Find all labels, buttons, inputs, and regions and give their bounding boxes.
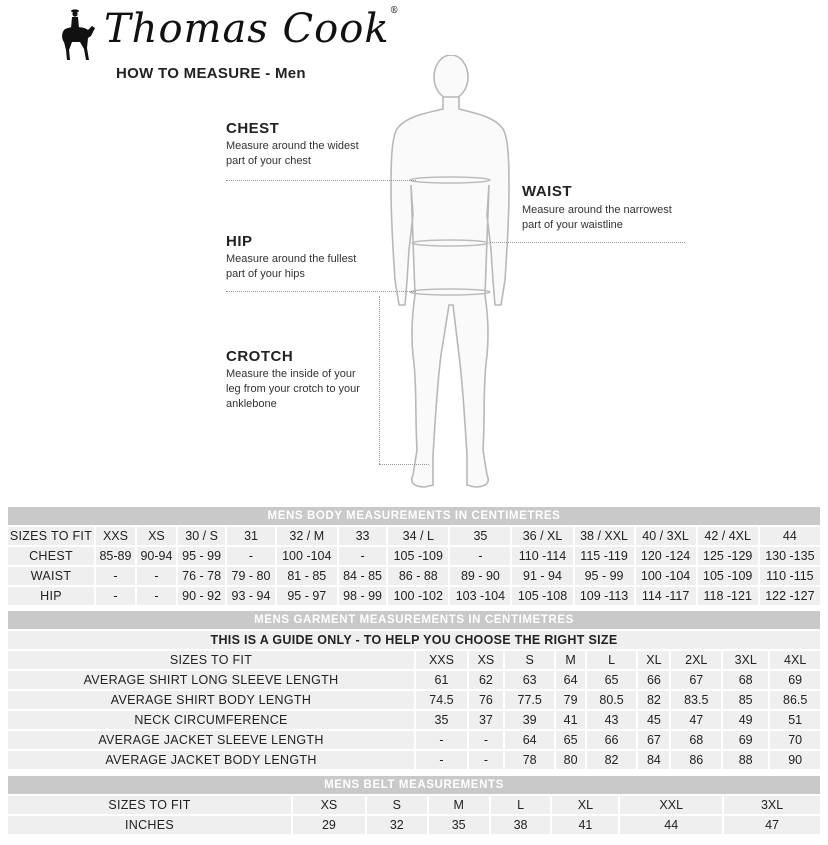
table-cell: 86 - 88	[388, 567, 448, 585]
table-cell: 61	[416, 671, 467, 689]
table-cell: XXL	[620, 796, 722, 814]
table-cell: 38	[491, 816, 551, 834]
garment-measurements-table	[6, 609, 822, 771]
table-cell: 64	[505, 731, 555, 749]
table-cell: XXS	[96, 527, 135, 545]
table-cell: 89 - 90	[450, 567, 510, 585]
waist-description: Measure around the narrowest part of your waistline	[522, 204, 672, 231]
table-cell: 35	[416, 711, 467, 729]
table-cell: 49	[723, 711, 768, 729]
waist-title: WAIST	[522, 183, 572, 200]
chest-guide-line	[226, 180, 416, 181]
hip-guide-line	[226, 291, 416, 292]
table-cell: 110 -114	[512, 547, 572, 565]
table-cell: M	[429, 796, 489, 814]
table-cell: 120 -124	[636, 547, 696, 565]
table-cell: 76 - 78	[178, 567, 225, 585]
table-cell: 70	[770, 731, 820, 749]
table-row	[8, 796, 820, 814]
table-cell: 100 -102	[388, 587, 448, 605]
table-cell: 105 -109	[698, 567, 758, 585]
table-cell: 122 -127	[760, 587, 820, 605]
row-label: AVERAGE SHIRT LONG SLEEVE LENGTH	[8, 671, 414, 689]
table-cell: 39	[505, 711, 555, 729]
table-cell: 3XL	[723, 651, 768, 669]
garment-band: MENS GARMENT MEASUREMENTS IN CENTIMETRES	[8, 611, 820, 629]
table-row	[8, 691, 820, 709]
table-row	[8, 751, 820, 769]
crotch-description: Measure the inside of your leg from your crotch to your anklebone	[226, 368, 360, 410]
table-cell: 105 -109	[388, 547, 448, 565]
table-cell: 64	[556, 671, 584, 689]
row-label: SIZES TO FIT	[8, 796, 291, 814]
table-cell: M	[556, 651, 584, 669]
table-cell: 45	[638, 711, 669, 729]
table-cell: 69	[770, 671, 820, 689]
table-cell: 110 -115	[760, 567, 820, 585]
table-cell: 44	[760, 527, 820, 545]
table-cell: 81 - 85	[277, 567, 337, 585]
table-cell: 47	[671, 711, 721, 729]
table-cell: -	[416, 751, 467, 769]
table-cell: 83.5	[671, 691, 721, 709]
table-cell: 4XL	[770, 651, 820, 669]
table-row	[8, 587, 820, 605]
table-cell: 68	[723, 671, 768, 689]
body-measurements-table	[6, 505, 822, 607]
table-cell: 36 / XL	[512, 527, 572, 545]
crotch-guide-base	[379, 464, 429, 465]
horse-rider-icon	[58, 6, 96, 67]
row-label: SIZES TO FIT	[9, 529, 93, 543]
table-cell: 69	[723, 731, 768, 749]
table-cell: 84	[638, 751, 669, 769]
table-cell: 47	[724, 816, 820, 834]
table-row	[8, 731, 820, 749]
table-row	[8, 711, 820, 729]
table-cell: -	[416, 731, 467, 749]
table-cell: 91 - 94	[512, 567, 572, 585]
table-cell: 82	[587, 751, 637, 769]
table-cell: 3XL	[724, 796, 820, 814]
table-cell: -	[96, 567, 135, 585]
table-cell: 100 -104	[277, 547, 337, 565]
table-row	[8, 567, 820, 585]
table-cell: XXS	[416, 651, 467, 669]
crotch-title: CROTCH	[226, 348, 294, 365]
table-cell: 115 -119	[575, 547, 634, 565]
table-cell: 29	[293, 816, 365, 834]
table-row	[8, 547, 820, 565]
table-cell: 63	[505, 671, 555, 689]
row-label: HIP	[8, 587, 94, 605]
table-cell: 43	[587, 711, 637, 729]
table-cell: -	[469, 731, 503, 749]
table-cell: 79 - 80	[227, 567, 274, 585]
table-cell: 109 -113	[575, 587, 634, 605]
hip-description: Measure around the fullest part of your hips	[226, 253, 357, 280]
row-label: INCHES	[8, 816, 291, 834]
table-cell: 130 -135	[760, 547, 820, 565]
table-cell: -	[96, 587, 135, 605]
table-cell: 68	[671, 731, 721, 749]
table-cell: 95 - 99	[575, 567, 634, 585]
table-cell: XL	[552, 796, 618, 814]
belt-measurements-table	[6, 774, 822, 836]
table-cell: 84 - 85	[339, 567, 386, 585]
table-cell: 76	[469, 691, 503, 709]
waist-guide-line	[490, 242, 685, 243]
table-row	[8, 671, 820, 689]
table-cell: 114 -117	[636, 587, 696, 605]
table-cell: 34 / L	[388, 527, 448, 545]
table-cell: 80.5	[587, 691, 637, 709]
table-cell: 41	[556, 711, 584, 729]
table-cell: 78	[505, 751, 555, 769]
table-cell: S	[367, 796, 427, 814]
table-cell: 100 -104	[636, 567, 696, 585]
table-cell: 95 - 99	[178, 547, 225, 565]
row-label: NECK CIRCUMFERENCE	[8, 711, 414, 729]
table-cell: 51	[770, 711, 820, 729]
table-cell: 33	[339, 527, 386, 545]
table-cell: 66	[638, 671, 669, 689]
row-label: AVERAGE JACKET SLEEVE LENGTH	[8, 731, 414, 749]
table-row	[8, 816, 820, 834]
body-figure	[385, 55, 520, 500]
table-cell: S	[505, 651, 555, 669]
table-cell: 86.5	[770, 691, 820, 709]
row-label: AVERAGE JACKET BODY LENGTH	[8, 751, 414, 769]
table-cell: 35	[429, 816, 489, 834]
table-cell: XS	[137, 527, 176, 545]
table-cell: 32	[367, 816, 427, 834]
table-cell: 44	[620, 816, 722, 834]
table-cell: XS	[293, 796, 365, 814]
table-cell: 98 - 99	[339, 587, 386, 605]
table-cell: -	[339, 547, 386, 565]
table-cell: XS	[469, 651, 503, 669]
table-cell: 90 - 92	[178, 587, 225, 605]
table-cell: 65	[587, 671, 637, 689]
table-cell: L	[587, 651, 637, 669]
table-cell: 90	[770, 751, 820, 769]
table-cell: 62	[469, 671, 503, 689]
table-cell: 118 -121	[698, 587, 758, 605]
table-cell: 74.5	[416, 691, 467, 709]
table-row	[8, 527, 820, 545]
table-cell: 77.5	[505, 691, 555, 709]
body-band: MENS BODY MEASUREMENTS IN CENTIMETRES	[8, 507, 820, 525]
table-cell: 66	[587, 731, 637, 749]
chest-description: Measure around the widest part of your chest	[226, 140, 359, 167]
table-cell: -	[137, 567, 176, 585]
table-cell: 90-94	[137, 547, 176, 565]
table-cell: 32 / M	[277, 527, 337, 545]
table-cell: 37	[469, 711, 503, 729]
table-cell: 30 / S	[178, 527, 225, 545]
table-cell: -	[469, 751, 503, 769]
table-cell: 125 -129	[698, 547, 758, 565]
table-cell: 93 - 94	[227, 587, 274, 605]
table-cell: 85	[723, 691, 768, 709]
brand-logo: Thomas Cook®	[104, 6, 400, 52]
table-cell: -	[137, 587, 176, 605]
table-cell: 65	[556, 731, 584, 749]
table-cell: 41	[552, 816, 618, 834]
row-label: AVERAGE SHIRT BODY LENGTH	[8, 691, 414, 709]
table-cell: 35	[450, 527, 510, 545]
table-cell: 31	[227, 527, 274, 545]
table-cell: 42 / 4XL	[698, 527, 758, 545]
table-row	[8, 651, 820, 669]
row-label: WAIST	[8, 567, 94, 585]
table-cell: 105 -108	[512, 587, 572, 605]
table-cell: 67	[638, 731, 669, 749]
belt-band: MENS BELT MEASUREMENTS	[8, 776, 820, 794]
crotch-guide-line	[379, 296, 380, 464]
hip-title: HIP	[226, 233, 253, 250]
table-cell: L	[491, 796, 551, 814]
table-cell: 85-89	[96, 547, 135, 565]
table-cell: 88	[723, 751, 768, 769]
table-cell: 40 / 3XL	[636, 527, 696, 545]
table-cell: 79	[556, 691, 584, 709]
row-label: CHEST	[8, 547, 94, 565]
guide-note: THIS IS A GUIDE ONLY - TO HELP YOU CHOOSE THE RIGHT SIZE	[8, 631, 820, 649]
table-cell: -	[450, 547, 510, 565]
table-cell: 86	[671, 751, 721, 769]
table-cell: -	[227, 547, 274, 565]
table-cell: 38 / XXL	[575, 527, 634, 545]
row-label: SIZES TO FIT	[8, 651, 414, 669]
table-cell: 67	[671, 671, 721, 689]
table-cell: 103 -104	[450, 587, 510, 605]
table-cell: 82	[638, 691, 669, 709]
page-subtitle: HOW TO MEASURE - Men	[116, 65, 306, 82]
table-cell: 80	[556, 751, 584, 769]
table-cell: 95 - 97	[277, 587, 337, 605]
table-cell: 2XL	[671, 651, 721, 669]
chest-title: CHEST	[226, 120, 280, 137]
table-cell: XL	[638, 651, 669, 669]
